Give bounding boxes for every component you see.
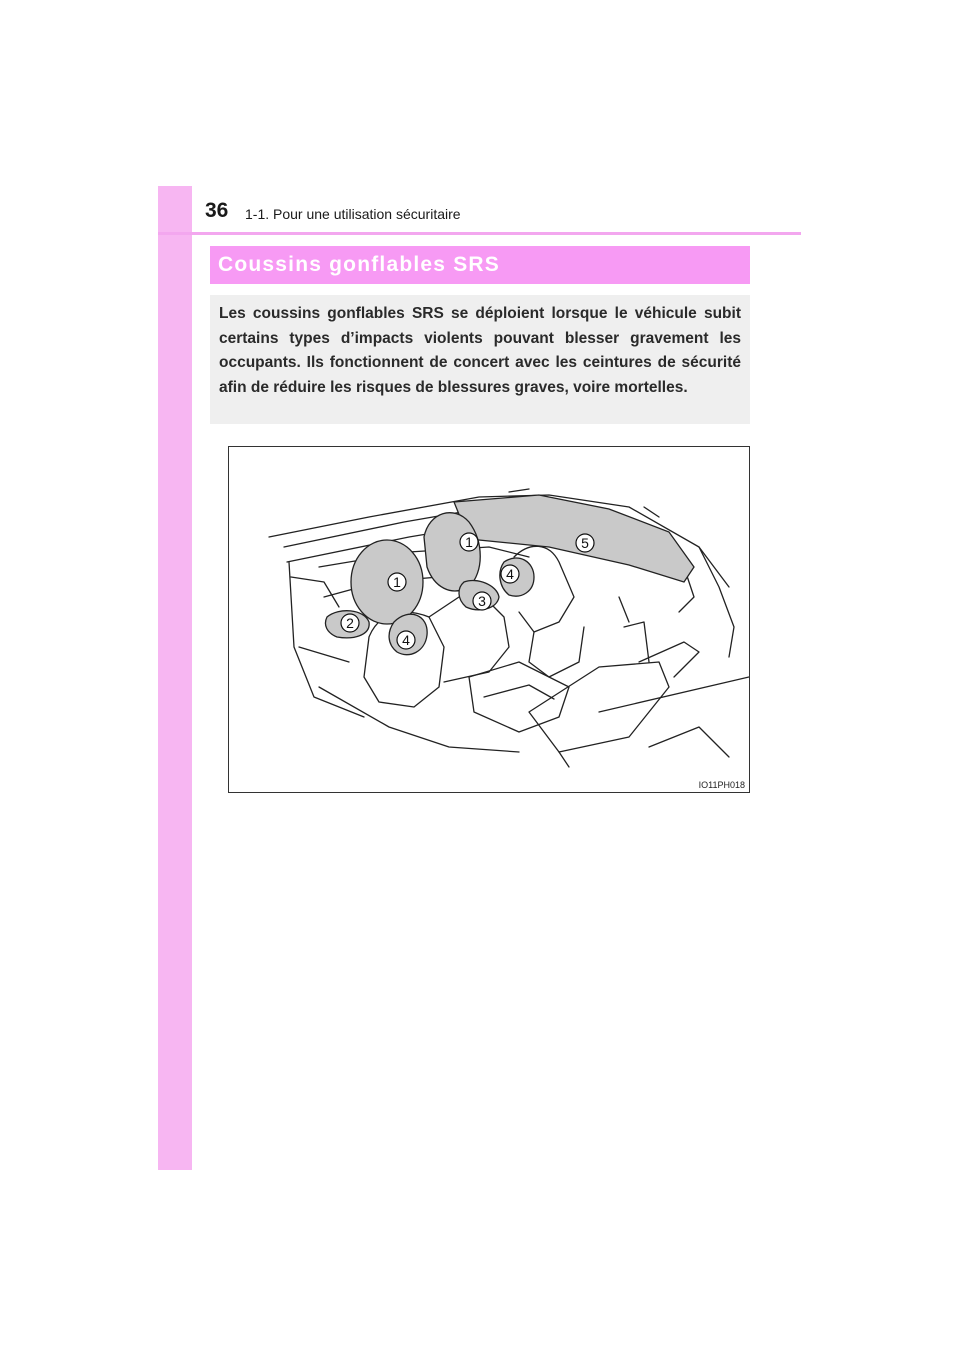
callout-3: [473, 592, 491, 610]
intro-box: [210, 295, 750, 424]
callout-label: 4: [506, 566, 514, 582]
callout-2: [341, 614, 359, 632]
callout-label: 1: [393, 574, 401, 590]
curtain-airbag: [454, 495, 694, 582]
callout-5: [576, 534, 594, 552]
callout-4-passenger: [501, 565, 519, 583]
callout-label: 1: [465, 534, 473, 550]
section-title-bar: [210, 246, 750, 284]
side-tab-band: [158, 186, 192, 1170]
intro-text: Les coussins gonflables SRS se déploient lorsque le véhicule subit certains types d’impacts violents pouvant blesser gravement les occupants. Ils fonctionnent de concert avec les ceintures de sécurité afin de réduire les risques de blessures graves, voire mortelles.: [219, 305, 741, 396]
header-rule: [158, 232, 801, 235]
callout-1-driver: [388, 573, 406, 591]
callout-label: 3: [478, 593, 486, 609]
callout-4-driver: [397, 631, 415, 649]
callout-label: 4: [402, 632, 410, 648]
airbag-illustration-drawing: [229, 447, 749, 792]
section-title: Coussins gonflables SRS: [218, 253, 500, 276]
callout-1-passenger: [460, 533, 478, 551]
callout-label: 2: [346, 615, 354, 631]
page-number: 36: [205, 199, 229, 222]
driver-front-airbag: [351, 540, 423, 624]
callout-label: 5: [581, 535, 589, 551]
section-label: 1-1. Pour une utilisation sécuritaire: [245, 206, 461, 222]
airbag-illustration: [228, 446, 750, 793]
figure-id: IO11PH018: [698, 780, 745, 790]
